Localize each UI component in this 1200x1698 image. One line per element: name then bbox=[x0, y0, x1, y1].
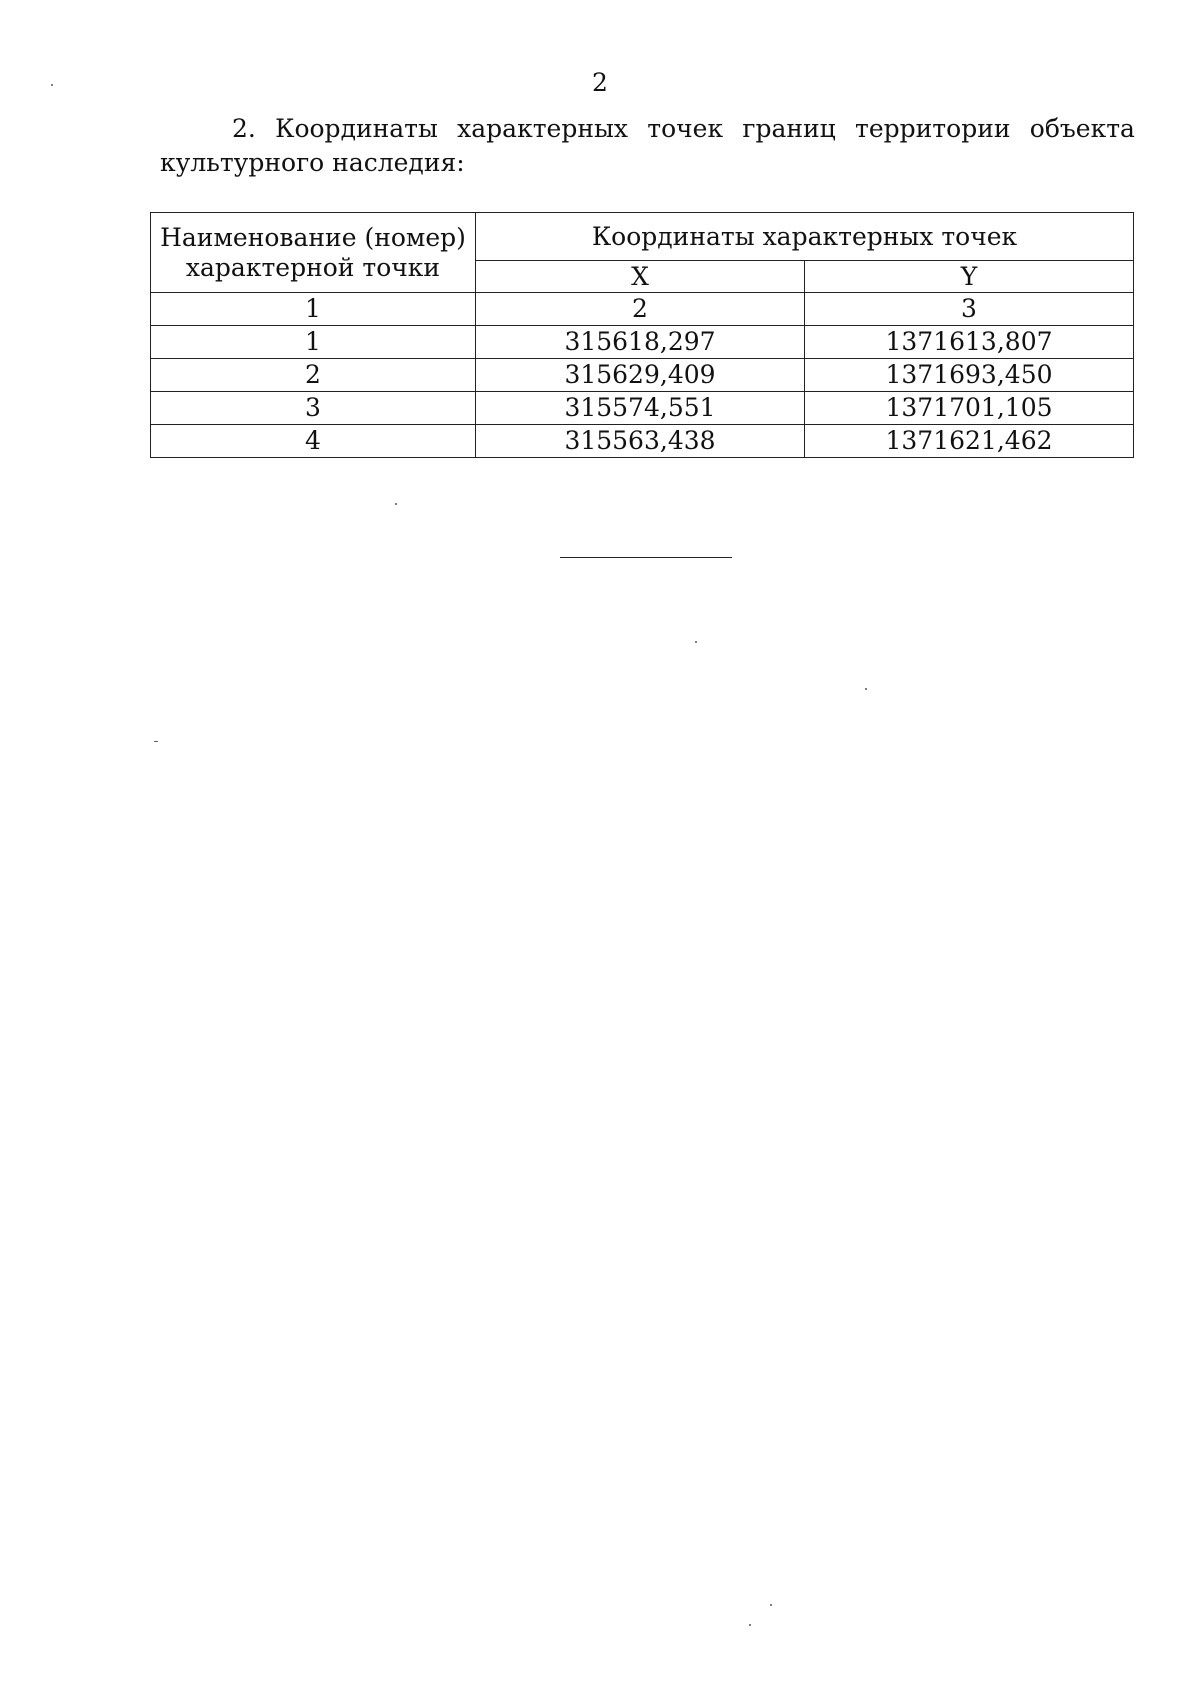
header-y: Y bbox=[805, 261, 1134, 293]
column-number: 1 bbox=[151, 293, 476, 326]
table-row bbox=[151, 359, 1134, 392]
paragraph-word: объекта bbox=[1029, 114, 1135, 143]
header-point-name: Наименование (номер) характерной точки bbox=[151, 213, 476, 293]
page-number: 2 bbox=[592, 68, 608, 97]
scan-speck bbox=[865, 688, 867, 690]
paragraph-line-1 bbox=[160, 112, 1135, 146]
cell-point: 4 bbox=[151, 425, 476, 458]
header-coordinates: Координаты характерных точек bbox=[476, 213, 1134, 261]
column-number: 3 bbox=[805, 293, 1134, 326]
scan-speck bbox=[51, 84, 53, 86]
cell-y: 1371613,807 bbox=[805, 326, 1134, 359]
scan-speck bbox=[154, 741, 158, 742]
scan-speck bbox=[695, 641, 697, 643]
cell-x: 315574,551 bbox=[476, 392, 805, 425]
table-column-number-row bbox=[151, 293, 1134, 326]
table-row bbox=[151, 326, 1134, 359]
cell-x: 315618,297 bbox=[476, 326, 805, 359]
paragraph-word: Координаты bbox=[275, 114, 438, 143]
scan-speck bbox=[770, 1604, 772, 1606]
header-x: X bbox=[476, 261, 805, 293]
paragraph-word: точек bbox=[647, 114, 724, 143]
paragraph-word: границ bbox=[742, 114, 836, 143]
table-header-row bbox=[151, 213, 1134, 261]
cell-point: 3 bbox=[151, 392, 476, 425]
scan-speck bbox=[749, 1624, 751, 1626]
cell-y: 1371693,450 bbox=[805, 359, 1134, 392]
cell-y: 1371701,105 bbox=[805, 392, 1134, 425]
paragraph-word: 2. bbox=[232, 114, 256, 143]
cell-x: 315563,438 bbox=[476, 425, 805, 458]
column-number: 2 bbox=[476, 293, 805, 326]
cell-x: 315629,409 bbox=[476, 359, 805, 392]
cell-point: 1 bbox=[151, 326, 476, 359]
table-row bbox=[151, 425, 1134, 458]
closing-rule bbox=[560, 557, 732, 558]
paragraph-line-2: культурного наследия: bbox=[160, 148, 465, 177]
table-row bbox=[151, 392, 1134, 425]
paragraph bbox=[160, 112, 1135, 180]
paragraph-word: характерных bbox=[457, 114, 628, 143]
coordinates-table bbox=[150, 212, 1134, 458]
cell-y: 1371621,462 bbox=[805, 425, 1134, 458]
scan-speck bbox=[395, 503, 397, 505]
cell-point: 2 bbox=[151, 359, 476, 392]
paragraph-word: территории bbox=[855, 114, 1011, 143]
